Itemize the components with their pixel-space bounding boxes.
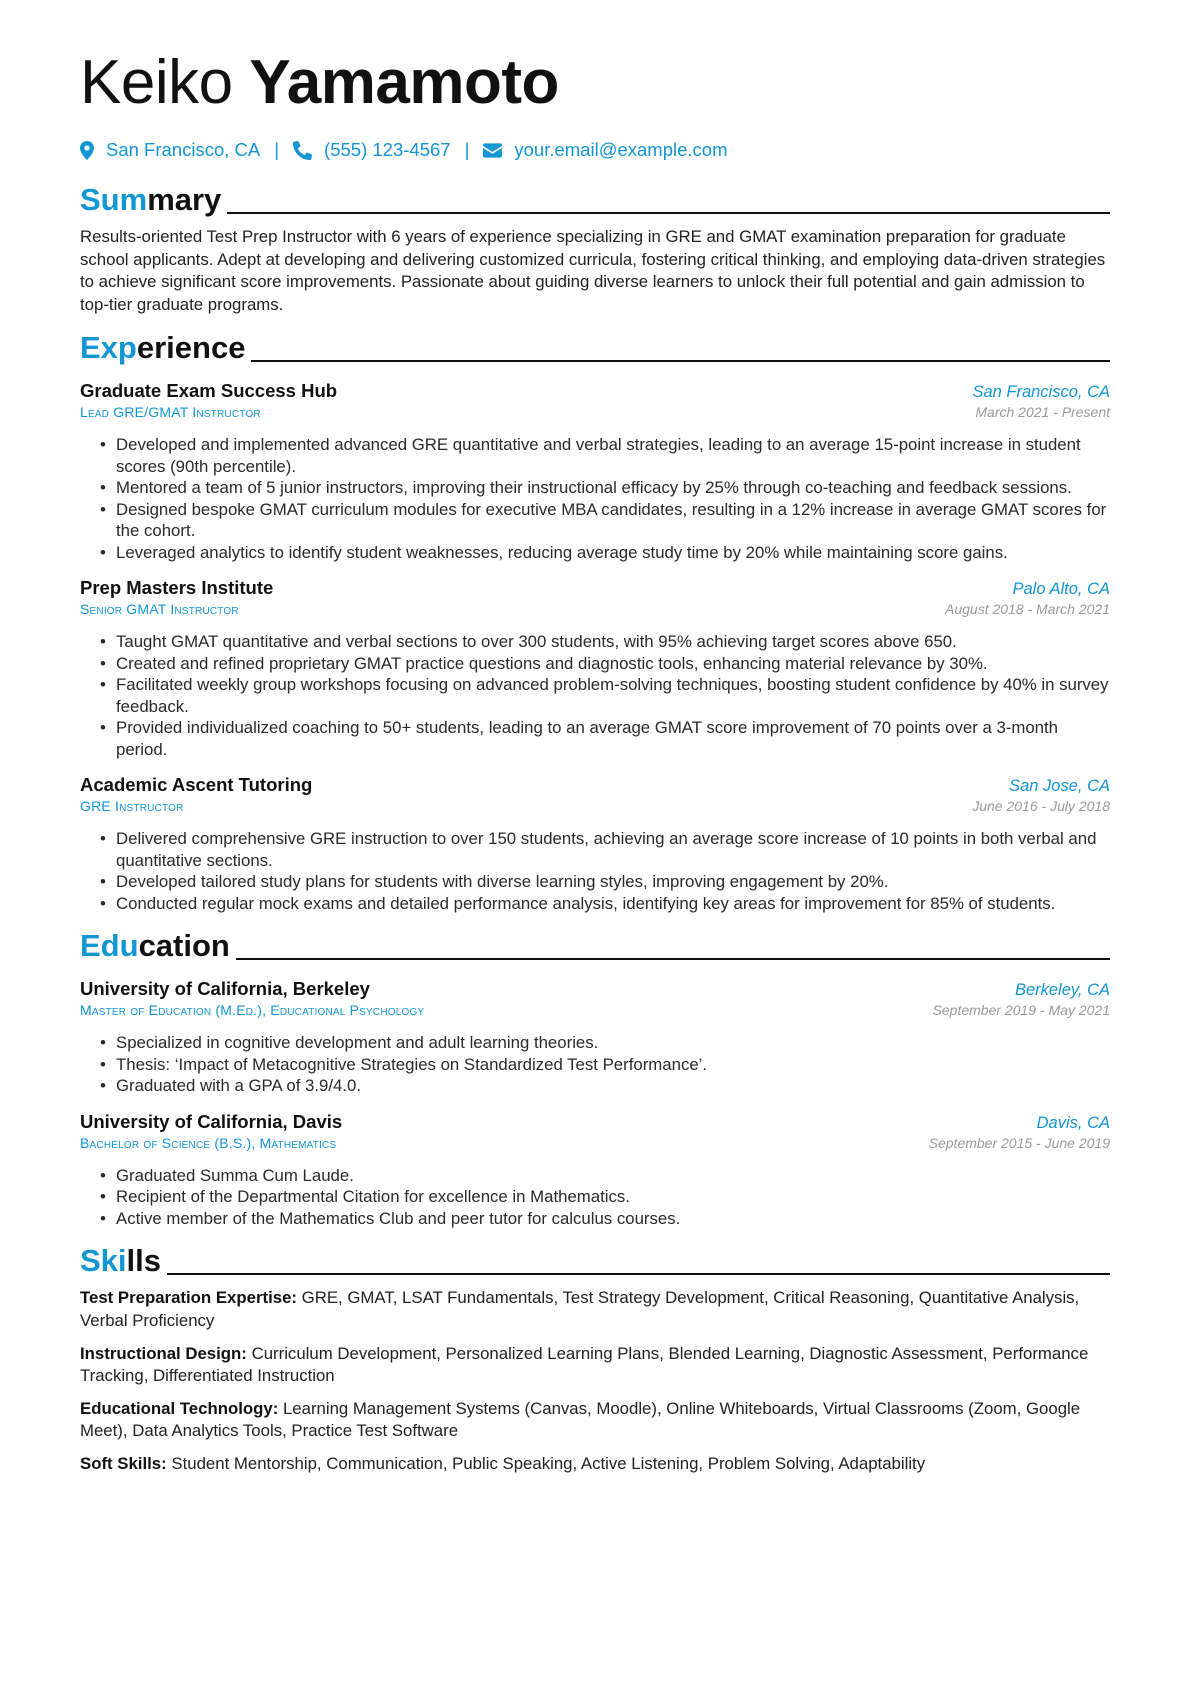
bullet-item: • Mentored a team of 5 junior instructors, improving their instructional efficacy by 25% through co-teaching and feedback sessions. [100,478,1072,498]
school-name: University of California, Davis [80,1110,343,1132]
skill-group [80,1398,1110,1443]
email-link: your.email@example.com [514,139,728,160]
job-dates: June 2016 - July 2018 [972,798,1110,815]
experience-entry [80,380,1110,563]
summary-text: Results-oriented Test Prep Instructor with 6 years of experience specializing in GRE and GMAT examination preparation for graduate school applicants. Adept at developing and delivering customized curricula, fostering critical thinking, and employing data-driven strategies to achieve significant score improvements. Passionate about guiding diverse learners to unlock their full potential and gain admission to top-tier graduate programs. [80,227,1106,314]
bullet-item: • Designed bespoke GMAT curriculum modules for executive MBA candidates, resulting in a 12% increase in average GMAT scores for the cohort. [100,499,1107,541]
education-entry [80,978,1110,1097]
school-location: Berkeley, CA [1014,981,1110,1000]
contact-location [80,139,260,161]
employer-name: Prep Masters Institute [80,577,274,599]
bullet-item: • Delivered comprehensive GRE instruction to over 150 students, achieving an average score increase of 10 points in both verbal and quantitative sections. [100,829,1097,870]
skill-text: Learning Management Systems (Canvas, Moodle), Online Whiteboards, Virtual Classrooms (Zoom, Google Meet), Data Analytics Tools, Practice Test Software [80,1398,1081,1441]
section-title [80,330,245,366]
skill-label: Soft Skills: [80,1453,167,1473]
job-title: Lead GRE/GMAT Instructor [80,404,261,421]
section-rule [167,1273,1110,1275]
bullet-list [80,434,1110,563]
title-accent: Ski [80,1243,127,1279]
bullet-item: • Graduated Summa Cum Laude. [100,1165,354,1185]
education-entry [80,1111,1110,1230]
bullet-item: • Provided individualized coaching to 50+ students, leading to an average GMAT score improvement of 70 points over a 3-month period. [100,718,1059,759]
job-location: San Jose, CA [1009,777,1110,796]
phone-text: (555) 123-4567 [324,139,451,160]
school-dates: September 2015 - June 2019 [928,1134,1110,1151]
bullet-item: • Thesis: ‘Impact of Metacognitive Strategies on Standardized Test Performance’. [100,1054,708,1074]
job-location: Palo Alto, CA [1012,580,1110,599]
section-title [80,182,221,218]
phone-icon [293,141,312,160]
bullet-item: • Facilitated weekly group workshops focusing on advanced problem-solving techniques, boosting student confidence by 40% in survey feedback. [100,675,1109,716]
contact-phone[interactable] [293,139,451,161]
section-title [80,928,230,964]
bullet-item: • Leveraged analytics to identify student weaknesses, reducing average study time by 20% while maintaining score gains. [100,542,1008,562]
title-accent: Sum [80,182,148,217]
contact-separator: | [274,139,280,160]
skill-label: Educational Technology: [80,1398,279,1418]
title-rest: cation [138,928,230,964]
bullet-item: • Graduated with a GPA of 3.9/4.0. [100,1076,362,1096]
degree: Bachelor of Science (B.S.), Mathematics [80,1134,337,1151]
skill-group [80,1287,1110,1332]
title-accent: Edu [80,928,139,964]
skill-label: Test Preparation Expertise: [80,1288,297,1308]
education-heading [80,924,1110,964]
employer-name: Graduate Exam Success Hub [80,380,338,402]
title-accent: Exp [80,330,137,366]
first-name: Keiko [80,48,233,117]
location-text: San Francisco, CA [106,139,261,160]
summary-heading [80,178,1110,218]
bullet-item: • Active member of the Mathematics Club and peer tutor for calculus courses. [100,1208,681,1228]
contact-separator: | [464,139,470,160]
skills-list [80,1287,1110,1475]
contact-email[interactable] [483,139,727,161]
map-pin-icon [80,141,94,160]
title-rest: lls [126,1243,161,1279]
experience-heading [80,326,1110,366]
bullet-item: • Taught GMAT quantitative and verbal sections to over 300 students, with 95% achieving target scores above 650. [100,632,957,652]
skill-text: Curriculum Development, Personalized Learning Plans, Blended Learning, Diagnostic Assessment, Performance Tracking, Differentiated Instruction [80,1343,1089,1386]
last-name: Yamamoto [249,48,559,117]
section-rule [236,958,1110,960]
bullet-item: • Developed and implemented advanced GRE quantitative and verbal strategies, leading to an average 15-point increase in student scores (90th percentile). [100,435,1081,476]
job-dates: August 2018 - March 2021 [945,601,1110,618]
job-location: San Francisco, CA [972,383,1110,402]
skill-text: GRE, GMAT, LSAT Fundamentals, Test Strategy Development, Critical Reasoning, Quantitative Analysis, Verbal Proficiency [80,1288,1080,1330]
section-rule [251,360,1110,362]
skills-heading [80,1239,1110,1279]
section-rule [227,212,1110,214]
job-title: GRE Instructor [80,798,184,815]
title-rest: mary [147,182,222,217]
school-name: University of California, Berkeley [80,978,370,1000]
school-location: Davis, CA [1036,1113,1110,1132]
skill-text: Student Mentorship, Communication, Public Speaking, Active Listening, Problem Solving, Adaptability [171,1453,926,1473]
bullet-list [80,1032,1110,1097]
envelope-icon [483,143,502,158]
degree: Master of Education (M.Ed.), Educational Psychology [80,1002,425,1019]
experience-entry [80,774,1110,914]
bullet-list [80,828,1110,914]
job-title: Senior GMAT Instructor [80,601,239,618]
bullet-item: • Conducted regular mock exams and detailed performance analysis, identifying key areas for improvement for 85% of students. [100,893,1056,913]
title-rest: erience [136,330,246,366]
employer-name: Academic Ascent Tutoring [80,774,313,796]
section-title [80,1243,161,1279]
bullet-item: • Created and refined proprietary GMAT practice questions and diagnostic tools, enhancing material relevance by 30%. [100,653,988,673]
bullet-item: • Specialized in cognitive development and adult learning theories. [100,1033,599,1053]
skill-group [80,1343,1110,1388]
contact-bar [80,132,1110,168]
candidate-name [80,38,1110,128]
skill-label: Instructional Design: [80,1343,247,1363]
bullet-list [80,1165,1110,1230]
bullet-item: • Recipient of the Departmental Citation for excellence in Mathematics. [100,1187,630,1207]
job-dates: March 2021 - Present [975,404,1110,421]
experience-entry [80,577,1110,760]
bullet-item: • Developed tailored study plans for students with diverse learning styles, improving engagement by 20%. [100,872,889,892]
bullet-list [80,631,1110,760]
school-dates: September 2019 - May 2021 [932,1002,1110,1019]
skill-group [80,1453,1110,1476]
